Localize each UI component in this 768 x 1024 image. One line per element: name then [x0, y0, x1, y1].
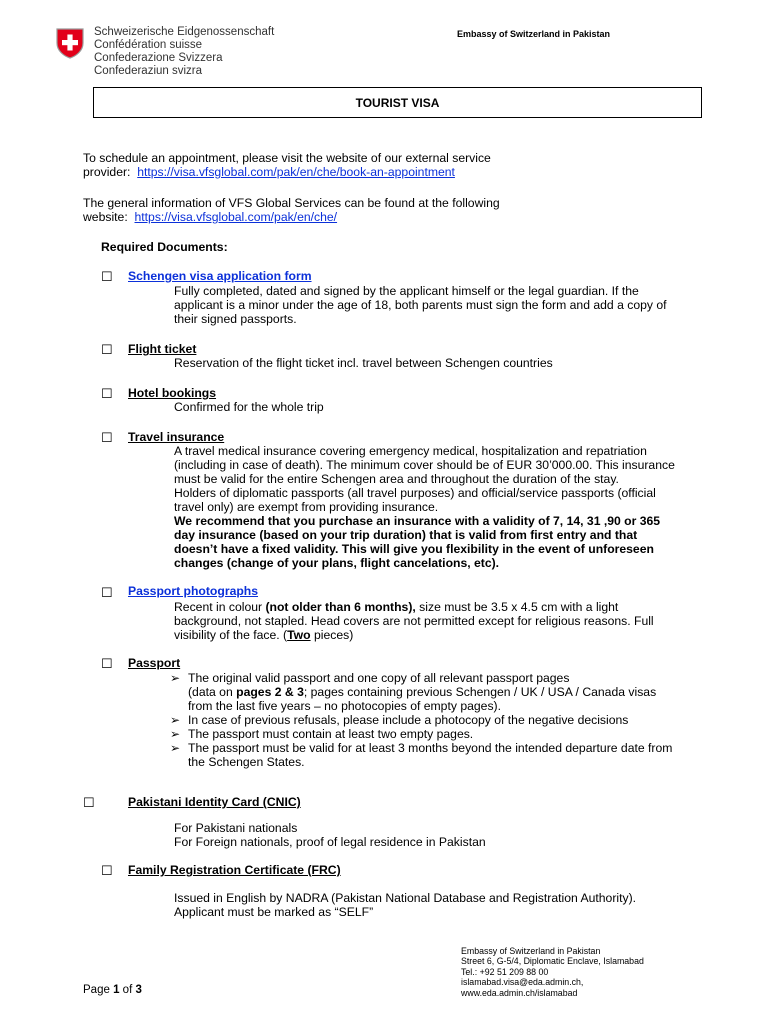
passport-heading: Passport [128, 656, 181, 670]
arrow-bullet-icon: ➢ [170, 741, 181, 755]
text-run: visibility of the face. ( [174, 628, 288, 642]
general-info-link[interactable]: https://visa.vfsglobal.com/pak/en/che/ [134, 210, 338, 224]
swiss-crest-icon [55, 27, 85, 59]
bullet-text: The original valid passport and one copy of all relevant passport pages [188, 671, 570, 685]
text-run: Recent in colour [174, 600, 263, 614]
schengen-form-link[interactable]: Schengen visa application form [128, 269, 312, 283]
cnic-description [174, 821, 486, 849]
text-run: pieces) [313, 628, 354, 642]
footer-line: Street 6, G-5/4, Diplomatic Enclave, Islamabad [461, 956, 644, 967]
bold-run: Two [287, 628, 311, 642]
desc-line: For Pakistani nationals [174, 821, 298, 835]
confederation-line: Confederazione Svizzera [94, 52, 223, 64]
flight-ticket-heading: Flight ticket [128, 342, 197, 356]
general-info-paragraph [83, 196, 500, 224]
bullet-text: from the last five years – no photocopies of empty pages). [188, 699, 501, 713]
required-documents-heading: Required Documents: [101, 240, 228, 254]
bullet-text: the Schengen States. [188, 755, 305, 769]
checkbox-flight-ticket[interactable]: ☐ [101, 342, 113, 357]
insurance-recommendation [174, 514, 696, 570]
appointment-prefix: provider: [83, 165, 131, 179]
desc-line: must be valid for the entire Schengen area and throughout the duration of the stay. [174, 472, 619, 486]
checkbox-travel-insurance[interactable]: ☐ [101, 430, 113, 445]
arrow-bullet-icon: ➢ [170, 727, 181, 741]
schengen-form-description [174, 284, 696, 326]
hotel-bookings-heading: Hotel bookings [128, 386, 217, 400]
arrow-bullet-icon: ➢ [170, 671, 181, 685]
page-number [83, 984, 142, 996]
list-item [170, 713, 710, 727]
list-item [170, 727, 710, 741]
desc-line: Fully completed, dated and signed by the applicant himself or the legal guardian. If the [174, 284, 639, 298]
confederation-names [94, 26, 274, 78]
desc-line: For Foreign nationals, proof of legal residence in Pakistan [174, 835, 486, 849]
desc-line: A travel medical insurance covering emergency medical, hospitalization and repatriation [174, 444, 647, 458]
checkbox-passport-photographs[interactable]: ☐ [101, 585, 113, 600]
embassy-header: Embassy of Switzerland in Pakistan [457, 29, 611, 39]
checkbox-hotel-bookings[interactable]: ☐ [101, 386, 113, 401]
text-run: (data on [188, 685, 233, 699]
bold-line: day insurance (based on your trip duration) that is valid from first entry and that [174, 528, 638, 542]
bold-run: (not older than 6 months), [265, 600, 416, 614]
confederation-line: Confederaziun svizra [94, 65, 203, 77]
list-item [170, 741, 710, 769]
frc-description [174, 891, 696, 919]
bullet-text: The passport must be valid for at least 3 months beyond the intended departure date from [188, 741, 673, 755]
checkbox-passport[interactable]: ☐ [101, 656, 113, 671]
page-current: 1 [113, 984, 120, 996]
general-info-text: The general information of VFS Global Services can be found at the following [83, 196, 500, 210]
desc-line: background, not stapled. Head covers are not permitted except for religious reasons. Full [174, 614, 654, 628]
bold-run: pages 2 & 3 [236, 685, 304, 699]
travel-insurance-description [174, 444, 696, 570]
footer-website[interactable]: www.eda.admin.ch/islamabad [461, 987, 578, 998]
bullet-text: In case of previous refusals, please include a photocopy of the negative decisions [188, 713, 629, 727]
list-item [170, 671, 710, 713]
desc-line: Holders of diplomatic passports (all travel purposes) and official/service passports (official [174, 486, 656, 500]
passport-photographs-description [174, 600, 696, 642]
text-run: ; pages containing previous Schengen / UK / USA / Canada visas [303, 685, 657, 699]
text-run: Page [83, 984, 110, 996]
bold-line: changes (change of your plans, flight cancelations, etc). [174, 556, 500, 570]
bold-line: We recommend that you purchase an insurance with a validity of 7, 14, 31 ,90 or 365 [174, 514, 661, 528]
confederation-line: Schweizerische Eidgenossenschaft [94, 26, 275, 38]
general-info-prefix: website: [83, 210, 128, 224]
footer-address [461, 946, 644, 998]
page-title-box [93, 87, 702, 118]
frc-heading: Family Registration Certificate (FRC) [128, 863, 341, 877]
travel-insurance-heading: Travel insurance [128, 430, 225, 444]
desc-line: applicant is a minor under the age of 18, both parents must sign the form and add a copy of [174, 298, 667, 312]
hotel-bookings-description: Confirmed for the whole trip [174, 400, 324, 414]
page-title: TOURIST VISA [355, 95, 440, 110]
appointment-paragraph [83, 151, 491, 179]
flight-ticket-description: Reservation of the flight ticket incl. travel between Schengen countries [174, 356, 553, 370]
footer-line: Tel.: +92 51 209 88 00 [461, 966, 549, 977]
desc-line: Applicant must be marked as “SELF” [174, 905, 374, 919]
footer-line: Embassy of Switzerland in Pakistan [461, 946, 601, 956]
arrow-bullet-icon: ➢ [170, 713, 181, 727]
text-run: size must be 3.5 x 4.5 cm with a light [419, 600, 619, 614]
passport-photographs-link[interactable]: Passport photographs [128, 584, 259, 598]
bold-line: doesn’t have a fixed validity. This will give you flexibility in the event of unforeseen [174, 542, 654, 556]
text-run: of [122, 984, 133, 996]
footer-email[interactable]: islamabad.visa@eda.admin.ch, [461, 977, 584, 988]
passport-bullet-list [170, 671, 710, 769]
cnic-heading: Pakistani Identity Card (CNIC) [128, 795, 301, 809]
checkbox-frc[interactable]: ☐ [101, 863, 113, 878]
desc-line: travel only) are exempt from providing insurance. [174, 500, 439, 514]
checkbox-cnic[interactable]: ☐ [83, 795, 95, 810]
desc-line: their signed passports. [174, 312, 297, 326]
desc-line: Issued in English by NADRA (Pakistan National Database and Registration Authority). [174, 891, 637, 905]
appointment-text: To schedule an appointment, please visit the website of our external service [83, 151, 491, 165]
checkbox-schengen-form[interactable]: ☐ [101, 269, 113, 284]
desc-line: (including in case of death). The minimum cover should be of EUR 30’000.00. This insurance [174, 458, 675, 472]
page-total: 3 [135, 984, 142, 996]
confederation-line: Confédération suisse [94, 39, 203, 51]
bullet-text: The passport must contain at least two empty pages. [188, 727, 474, 741]
appointment-link[interactable]: https://visa.vfsglobal.com/pak/en/che/book-an-appointment [137, 165, 455, 179]
